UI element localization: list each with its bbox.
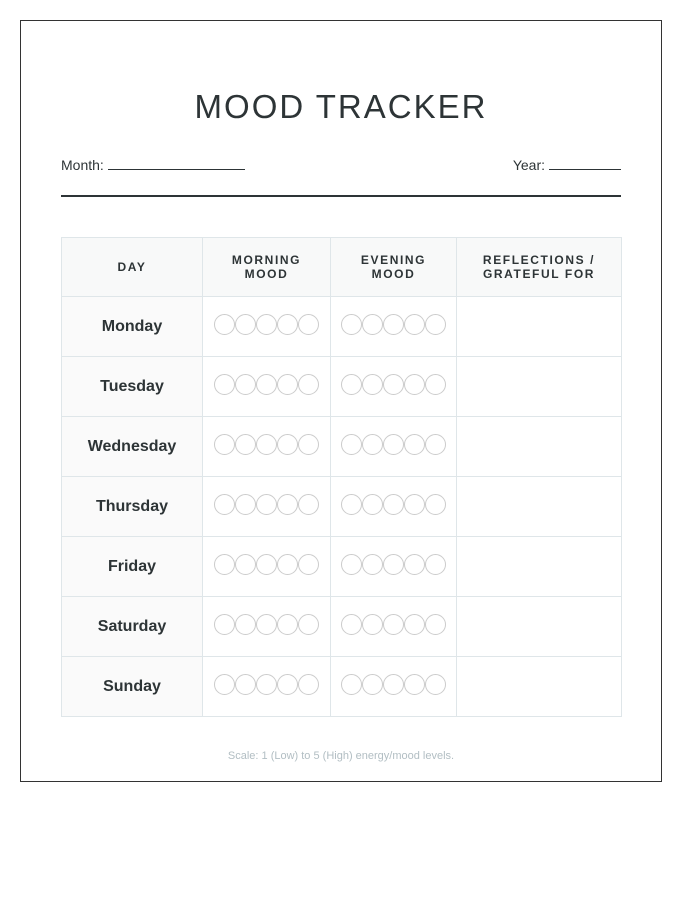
evening-mood-bubble-3[interactable]	[383, 554, 404, 575]
morning-mood-cell	[203, 417, 331, 477]
morning-mood-cell	[203, 597, 331, 657]
evening-mood-bubble-1[interactable]	[341, 554, 362, 575]
morning-mood-bubble-2[interactable]	[235, 314, 256, 335]
morning-mood-bubble-4[interactable]	[277, 494, 298, 515]
day-label: Thursday	[62, 477, 203, 537]
morning-mood-bubble-1[interactable]	[214, 674, 235, 695]
evening-mood-bubble-1[interactable]	[341, 494, 362, 515]
evening-mood-bubble-2[interactable]	[362, 434, 383, 455]
header-reflections	[457, 238, 622, 297]
year-field[interactable]	[513, 155, 621, 174]
evening-mood-bubble-3[interactable]	[383, 314, 404, 335]
evening-mood-cell	[331, 477, 457, 537]
evening-mood-bubble-5[interactable]	[425, 434, 446, 455]
month-blank-line[interactable]	[108, 155, 245, 170]
evening-mood-scale	[341, 434, 446, 455]
reflection-cell[interactable]	[457, 537, 622, 597]
morning-mood-cell	[203, 537, 331, 597]
evening-mood-bubble-5[interactable]	[425, 374, 446, 395]
evening-mood-scale	[341, 494, 446, 515]
table-row	[62, 657, 622, 717]
day-label: Wednesday	[62, 417, 203, 477]
morning-mood-bubble-5[interactable]	[298, 314, 319, 335]
header-morning-line2: MOOD	[244, 267, 289, 281]
morning-mood-bubble-2[interactable]	[235, 494, 256, 515]
evening-mood-bubble-5[interactable]	[425, 494, 446, 515]
evening-mood-bubble-5[interactable]	[425, 554, 446, 575]
table-row	[62, 477, 622, 537]
table-row	[62, 357, 622, 417]
evening-mood-bubble-1[interactable]	[341, 374, 362, 395]
morning-mood-bubble-4[interactable]	[277, 674, 298, 695]
table-body	[62, 297, 622, 717]
reflection-cell[interactable]	[457, 477, 622, 537]
morning-mood-bubble-2[interactable]	[235, 374, 256, 395]
table-header-row	[62, 238, 622, 297]
header-divider	[61, 195, 621, 197]
morning-mood-bubble-4[interactable]	[277, 374, 298, 395]
morning-mood-bubble-4[interactable]	[277, 314, 298, 335]
reflection-cell[interactable]	[457, 417, 622, 477]
morning-mood-bubble-2[interactable]	[235, 434, 256, 455]
header-evening-line1: EVENING	[360, 253, 427, 267]
morning-mood-bubble-5[interactable]	[298, 554, 319, 575]
evening-mood-bubble-4[interactable]	[404, 674, 425, 695]
morning-mood-bubble-3[interactable]	[256, 614, 277, 635]
table-row	[62, 297, 622, 357]
morning-mood-scale	[214, 434, 319, 455]
evening-mood-cell	[331, 537, 457, 597]
evening-mood-bubble-4[interactable]	[404, 614, 425, 635]
morning-mood-bubble-3[interactable]	[256, 674, 277, 695]
reflection-cell[interactable]	[457, 597, 622, 657]
day-label: Saturday	[62, 597, 203, 657]
morning-mood-bubble-4[interactable]	[277, 554, 298, 575]
evening-mood-scale	[341, 554, 446, 575]
header-reflections-line1: REFLECTIONS /	[482, 253, 596, 267]
morning-mood-bubble-2[interactable]	[235, 614, 256, 635]
evening-mood-cell	[331, 357, 457, 417]
table-row	[62, 597, 622, 657]
morning-mood-bubble-1[interactable]	[214, 554, 235, 575]
header-morning-line1: MORNING	[231, 253, 302, 267]
mood-table	[61, 237, 622, 717]
morning-mood-cell	[203, 657, 331, 717]
evening-mood-bubble-1[interactable]	[341, 434, 362, 455]
header-evening-line2: MOOD	[371, 267, 416, 281]
year-blank-line[interactable]	[549, 155, 621, 170]
evening-mood-bubble-3[interactable]	[383, 494, 404, 515]
evening-mood-bubble-4[interactable]	[404, 314, 425, 335]
morning-mood-bubble-5[interactable]	[298, 674, 319, 695]
evening-mood-scale	[341, 614, 446, 635]
morning-mood-cell	[203, 297, 331, 357]
morning-mood-bubble-5[interactable]	[298, 494, 319, 515]
reflection-cell[interactable]	[457, 657, 622, 717]
evening-mood-bubble-2[interactable]	[362, 614, 383, 635]
day-label: Tuesday	[62, 357, 203, 417]
morning-mood-bubble-3[interactable]	[256, 554, 277, 575]
morning-mood-bubble-1[interactable]	[214, 434, 235, 455]
evening-mood-bubble-5[interactable]	[425, 614, 446, 635]
morning-mood-cell	[203, 357, 331, 417]
table-row	[62, 537, 622, 597]
header-morning-mood	[203, 238, 331, 297]
evening-mood-bubble-3[interactable]	[383, 674, 404, 695]
evening-mood-bubble-3[interactable]	[383, 374, 404, 395]
morning-mood-bubble-1[interactable]	[214, 314, 235, 335]
morning-mood-bubble-3[interactable]	[256, 494, 277, 515]
evening-mood-bubble-1[interactable]	[341, 614, 362, 635]
morning-mood-scale	[214, 614, 319, 635]
morning-mood-bubble-3[interactable]	[256, 434, 277, 455]
month-year-row	[61, 155, 621, 173]
evening-mood-bubble-3[interactable]	[383, 614, 404, 635]
morning-mood-scale	[214, 314, 319, 335]
morning-mood-scale	[214, 374, 319, 395]
morning-mood-cell	[203, 477, 331, 537]
evening-mood-bubble-1[interactable]	[341, 674, 362, 695]
evening-mood-cell	[331, 597, 457, 657]
morning-mood-bubble-4[interactable]	[277, 614, 298, 635]
day-label: Monday	[62, 297, 203, 357]
header-reflections-line2: GRATEFUL FOR	[482, 267, 596, 281]
evening-mood-bubble-4[interactable]	[404, 434, 425, 455]
day-label: Friday	[62, 537, 203, 597]
morning-mood-bubble-4[interactable]	[277, 434, 298, 455]
evening-mood-bubble-2[interactable]	[362, 494, 383, 515]
morning-mood-bubble-1[interactable]	[214, 494, 235, 515]
evening-mood-scale	[341, 374, 446, 395]
morning-mood-scale	[214, 494, 319, 515]
reflection-cell[interactable]	[457, 357, 622, 417]
morning-mood-bubble-5[interactable]	[298, 614, 319, 635]
month-label: Month:	[61, 157, 104, 173]
morning-mood-bubble-5[interactable]	[298, 374, 319, 395]
reflection-cell[interactable]	[457, 297, 622, 357]
evening-mood-cell	[331, 417, 457, 477]
mood-tracker-sheet	[20, 20, 662, 782]
morning-mood-bubble-5[interactable]	[298, 434, 319, 455]
table-row	[62, 417, 622, 477]
evening-mood-bubble-2[interactable]	[362, 554, 383, 575]
morning-mood-bubble-3[interactable]	[256, 314, 277, 335]
morning-mood-bubble-1[interactable]	[214, 374, 235, 395]
header-evening-mood	[331, 238, 457, 297]
day-label: Sunday	[62, 657, 203, 717]
month-field[interactable]	[61, 155, 245, 174]
header-day-label: DAY	[117, 260, 147, 274]
morning-mood-scale	[214, 554, 319, 575]
evening-mood-cell	[331, 657, 457, 717]
evening-mood-bubble-5[interactable]	[425, 314, 446, 335]
evening-mood-bubble-2[interactable]	[362, 674, 383, 695]
evening-mood-scale	[341, 674, 446, 695]
evening-mood-bubble-2[interactable]	[362, 374, 383, 395]
evening-mood-bubble-4[interactable]	[404, 494, 425, 515]
evening-mood-bubble-5[interactable]	[425, 674, 446, 695]
morning-mood-bubble-2[interactable]	[235, 674, 256, 695]
morning-mood-scale	[214, 674, 319, 695]
year-label: Year:	[512, 157, 545, 173]
evening-mood-bubble-4[interactable]	[404, 554, 425, 575]
morning-mood-bubble-2[interactable]	[235, 554, 256, 575]
morning-mood-bubble-1[interactable]	[214, 614, 235, 635]
evening-mood-bubble-3[interactable]	[383, 434, 404, 455]
morning-mood-bubble-3[interactable]	[256, 374, 277, 395]
header-day	[62, 238, 203, 297]
page-title: MOOD TRACKER	[194, 88, 488, 125]
evening-mood-cell	[331, 297, 457, 357]
evening-mood-bubble-2[interactable]	[362, 314, 383, 335]
evening-mood-scale	[341, 314, 446, 335]
evening-mood-bubble-4[interactable]	[404, 374, 425, 395]
evening-mood-bubble-1[interactable]	[341, 314, 362, 335]
scale-note: Scale: 1 (Low) to 5 (High) energy/mood levels.	[227, 750, 455, 762]
